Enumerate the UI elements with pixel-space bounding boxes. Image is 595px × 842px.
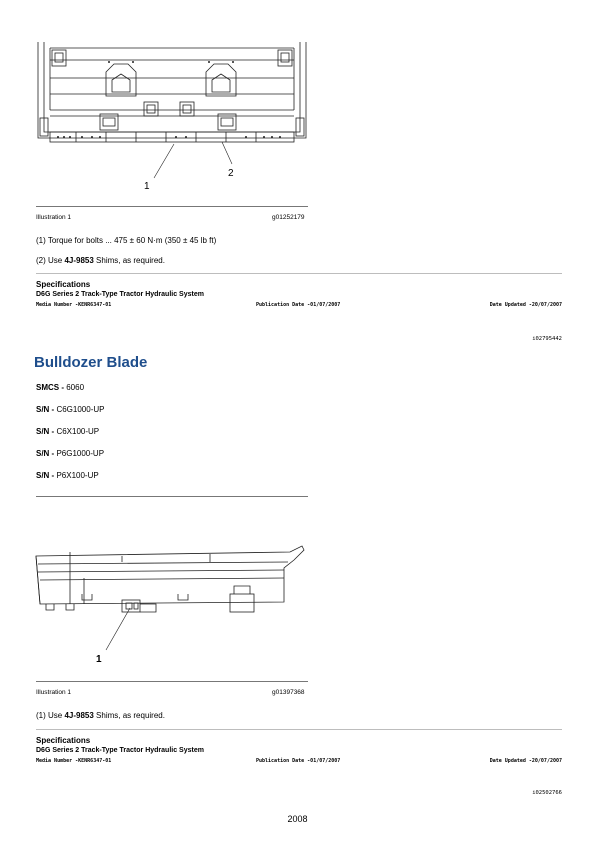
illustration-blade-side-view [30,538,310,668]
spec-title: Specifications [36,736,91,745]
date-updated: Date Updated -20/07/2007 [489,302,562,308]
callout-1: 1 [144,181,150,192]
date-updated: Date Updated -20/07/2007 [489,758,562,764]
spec-subtitle: D6G Series 2 Track-Type Tractor Hydraulic System [36,747,204,754]
illustration-code: g01397368 [272,689,305,696]
page-number: 2008 [287,814,308,824]
publication-date: Publication Date -01/07/2007 [256,758,341,764]
note-shims: (1) Use 4J-9853 Shims, as required. [36,711,165,720]
serial-number-field: S/N - P6G1000-UP [36,449,105,458]
illustration-label: Illustration 1 [36,689,72,696]
media-number: Media Number -KENR6347-01 [36,758,112,764]
spec-subtitle: D6G Series 2 Track-Type Tractor Hydraulic System [36,291,204,298]
serial-number-field: S/N - C6G1000-UP [36,405,105,414]
illustration-code: g01252179 [272,214,305,221]
section-heading: Bulldozer Blade [34,354,148,371]
serial-number-field: S/N - C6X100-UP [36,427,100,436]
reference-id: i02795442 [532,336,562,342]
note-torque: (1) Torque for bolts ... 475 ± 60 N·m (350 ± 45 lb ft) [36,236,217,245]
smcs-field: SMCS - 6060 [36,383,85,392]
reference-id: i02502766 [532,790,562,796]
note-shims: (2) Use 4J-9853 Shims, as required. [36,256,165,265]
callout-1: 1 [96,654,102,665]
illustration-label: Illustration 1 [36,214,72,221]
spec-title: Specifications [36,280,91,289]
publication-date: Publication Date -01/07/2007 [256,302,341,308]
illustration-blade-front-view [36,40,308,200]
callout-2: 2 [228,168,234,179]
media-number: Media Number -KENR6347-01 [36,302,112,308]
serial-number-field: S/N - P6X100-UP [36,471,99,480]
